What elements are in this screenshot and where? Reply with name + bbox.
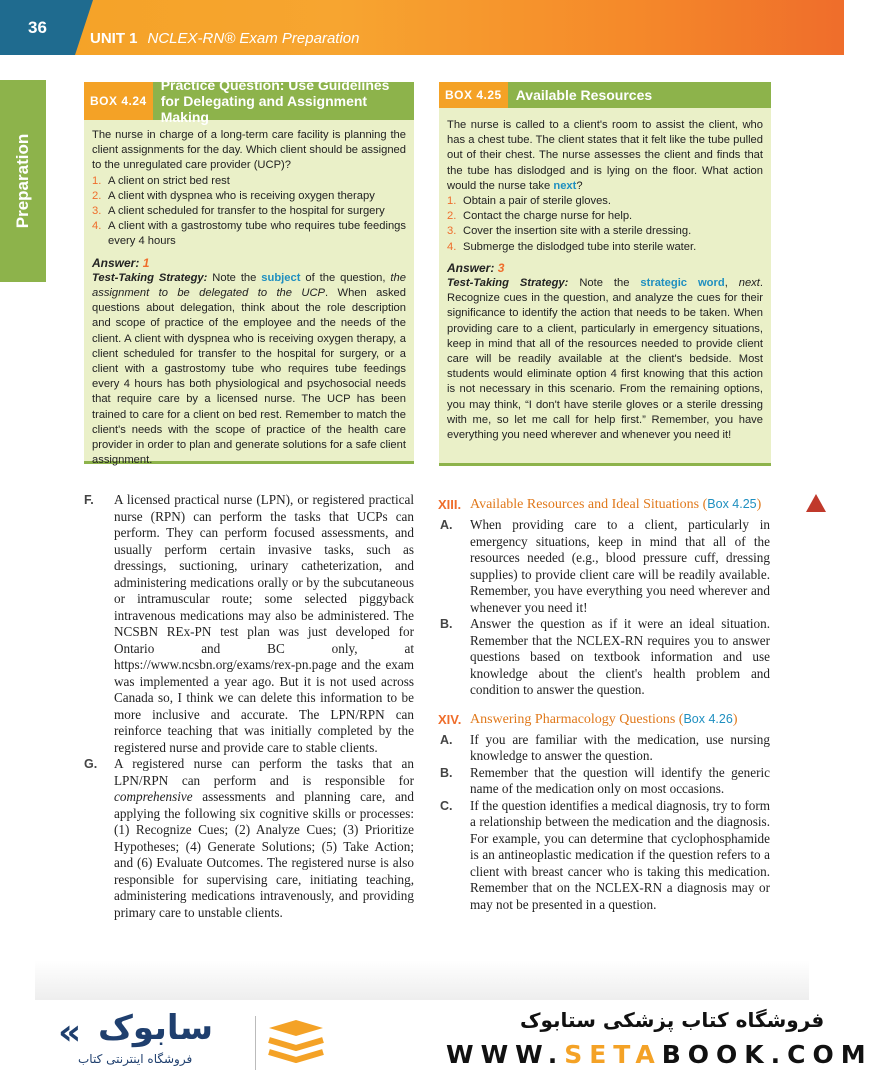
box-4-24-title: Practice Question: Use Guidelines for Delegating and Assignment Making [160, 77, 390, 125]
item-text: Remember that the question will identify the generic name of the medication only on most occasions. [470, 764, 770, 796]
option-number: 1. [447, 195, 457, 208]
option-item [447, 209, 763, 224]
option-text: Contact the charge nurse for help. [463, 210, 633, 223]
url-part: WWW. [446, 1040, 565, 1069]
option-number: 3. [447, 225, 457, 238]
strategy-label: Test-Taking Strategy: [92, 271, 208, 284]
list-item-f [82, 492, 414, 756]
option-text: Cover the insertion site with a sterile dressing. [463, 225, 692, 238]
item-letter: G. [84, 757, 98, 771]
option-text: Submerge the dislodged tube into sterile water. [463, 240, 697, 253]
url-part: BOOK.COM [661, 1040, 873, 1069]
box-4-25-body [439, 108, 771, 443]
item-text-part: A registered nurse can perform the tasks that an LPN/RPN can perform and is responsible for [114, 756, 414, 788]
option-number: 1. [92, 174, 102, 187]
option-text: A client with dyspnea who is receiving oxygen therapy [108, 189, 375, 202]
box-4-24 [84, 77, 414, 467]
setabook-logo [58, 1008, 258, 1068]
section-heading-xiv [438, 711, 770, 728]
item-text: Answer the question as if it were an ideal situation. Remember that the NCLEX-RN requires you to answer questions based on textbook information and use knowledge about the client's health problem and condition to answer the question. [470, 616, 770, 697]
box-4-25-number: BOX 4.25 [439, 82, 508, 108]
logo-brand-text: سابوک [98, 1008, 214, 1048]
right-column [438, 494, 770, 913]
list-item-b [438, 765, 770, 798]
box-4-25 [439, 82, 771, 466]
list-item-a [438, 517, 770, 616]
stem-text: ? [576, 179, 583, 192]
option-number: 3. [92, 205, 102, 218]
list-item-b [438, 616, 770, 699]
logo-tagline: فروشگاه اینترنتی کتاب [78, 1052, 193, 1066]
item-letter: B. [440, 765, 453, 780]
answer-value: 1 [142, 255, 150, 270]
page-bottom-fade [35, 960, 809, 1000]
test-taking-strategy [447, 276, 763, 443]
section-numeral: XIV. [438, 711, 462, 727]
box-4-24-body [84, 120, 414, 468]
triangle-marker-icon [806, 494, 826, 512]
answer-line [447, 261, 763, 276]
section-title: Answering Pharmacology Questions ( [470, 711, 684, 727]
unit-label: UNIT 1 [90, 30, 138, 47]
section-title-close: ) [756, 497, 762, 512]
option-item [92, 174, 406, 189]
option-number: 4. [447, 240, 457, 253]
box-4-24-number: BOX 4.24 [84, 82, 153, 120]
option-item [447, 240, 763, 255]
footer-divider [255, 1016, 256, 1070]
strategy-text: of the question, [300, 271, 391, 284]
list-item-g [82, 756, 414, 921]
item-text-part: assessments and planning care, and applying the following six cognitive skills or processes: (1) Recognize Cues; (2) Analyze Cues; (3) Prioritize Hypotheses; (4) Generate Solutions; (5) Take Action; and (6) Evaluate Outcomes. The registered nurse is also responsible for supervising care, initiating teaching, administering medications intravenously, and providing primary care to unstable clients. [114, 789, 414, 920]
section-heading-xiii [438, 496, 770, 513]
page-header [0, 0, 844, 55]
question-stem [447, 118, 763, 194]
item-letter: B. [440, 617, 453, 631]
option-item [92, 219, 406, 249]
strategy-text: . When asked questions about delegation, think about the role description and scope of practice of the employee and the needs of the client. A client with dyspnea who is receiving oxygen therapy, a client scheduled for transfer to the hospital for surgery, or a client with a gastrostomy tube who requires tube feedings every 4 hours has both physiological and psychosocial needs that require care by a licensed nurse. The UCP has been trained to care for a client on bed rest. Remember to match the client's needs with the scope of practice of the health care provider in order to plan and generate solutions for a safe client assignment. [92, 287, 406, 467]
section-side-tab [0, 80, 46, 282]
box-4-24-header [84, 77, 414, 125]
strategy-italic: next [738, 277, 760, 290]
running-head [90, 30, 359, 47]
item-letter: A. [440, 732, 453, 747]
strategy-label: Test-Taking Strategy: [447, 277, 569, 290]
question-stem: The nurse in charge of a long-term care facility is planning the client assignments for the day. Which client should be assigned to the unregulated care provider (UCP)? [92, 129, 406, 172]
item-text: If you are familiar with the medication, use nursing knowledge to answer the question. [470, 731, 770, 763]
keyword-next: next [553, 179, 577, 192]
section-numeral: XIII. [438, 497, 462, 512]
option-text: Obtain a pair of sterile gloves. [463, 195, 611, 208]
option-number: 4. [92, 220, 102, 233]
box-reference-link[interactable]: Box 4.25 [707, 497, 757, 511]
stem-text: The nurse is called to a client's room to assist the client, who has a chest tube. The client states that it felt like the tube pulled out of their chest. The nurse assesses the client and finds that the tube has dislodged and is lying on the floor. What action would the nurse take [447, 119, 763, 192]
store-name: فروشگاه کتاب پزشکی ستابوک [520, 1008, 825, 1032]
list-item-c [438, 798, 770, 914]
url-highlight: SETA [564, 1040, 662, 1069]
item-letter: C. [440, 798, 453, 813]
unit-title: NCLEX-RN® Exam Preparation [147, 30, 360, 47]
option-text: A client scheduled for transfer to the hospital for surgery [108, 205, 385, 218]
double-chevron-icon: « [58, 1012, 82, 1053]
strategy-text: , [724, 277, 739, 290]
option-list [447, 194, 763, 255]
item-letter: A. [440, 518, 453, 532]
option-text: A client with a gastrostomy tube who requires tube feedings every 4 hours [108, 220, 406, 248]
item-letter: F. [84, 493, 94, 507]
item-text: If the question identifies a medical diagnosis, try to form a relationship between the medication and the diagnosis. For example, you can determine that cyclophosphamide is an antineoplastic medication if the question refers to a client with breast cancer who is taking this medication. Remember that on the NCLEX-RN a diagnosis may or may not be presented in a question. [470, 797, 770, 912]
strategy-text: . Recognize cues in the question, and analyze the cues for their significance to identify the action that needs to be taken. When providing care to a client, particularly in emergency situations, keep in mind that all of the resources needed to provide client care will be readily available at the client's bedside. Most students would eliminate option 4 first knowing that this action is not necessary in this scenario. From the remaining options, you may think, “I don't have sterile gloves or a sterile dressing with me, so let me call for help first.” Remember, you have everything you need wherever and whenever you need it! [447, 277, 763, 442]
section-title-close: ) [732, 711, 738, 727]
box-reference-link[interactable]: Box 4.26 [683, 711, 733, 726]
option-number: 2. [447, 210, 457, 223]
option-item [447, 224, 763, 239]
option-item [92, 204, 406, 219]
answer-label: Answer: [92, 255, 140, 270]
keyword-strategic-word: strategic word [640, 277, 725, 290]
item-text-italic: comprehensive [114, 789, 193, 804]
strategy-text: Note the [568, 277, 641, 290]
option-list [92, 174, 406, 250]
book-layers-icon [265, 1018, 327, 1070]
item-text: A licensed practical nurse (LPN), or registered practical nurse (RPN) can perform the tasks that UCPs can perform. They can perform focused assessments, and usually perform certain invasive tasks, such as dressings, suctioning, urinary catheterization, and administering medications orally or by the subcutaneous or intramuscular route; some selected piggyback intravenous medications may also be administered. The NCSBN REx-PN test plan was just developed for Ontario and BC only, at https://www.ncsbn.org/exams/rex-pn.page and the exam was implemented a year ago. But it is not used across Canada so, I think we can delete this information to be more inclusive and accurate. The LPN/RPN can reinforce teaching that was initially completed by the registered nurse and provide care to stable clients. [114, 492, 414, 755]
answer-line [92, 256, 406, 271]
keyword-subject: subject [261, 271, 301, 284]
box-4-25-title: Available Resources [515, 87, 653, 103]
item-text [114, 756, 414, 921]
option-text: A client on strict bed rest [108, 174, 230, 187]
item-text: When providing care to a client, particularly in emergency situations, keep in mind that all of the resources needed (e.g., blood pressure cuff, dressing supplies) to provide client care will be readily available. Remember, you have everything you need wherever and whenever you need it! [470, 517, 770, 615]
strategy-italic: the assignment to be delegated to the UCP [92, 271, 406, 300]
left-column [82, 492, 414, 921]
list-item-a [438, 732, 770, 765]
option-item [92, 189, 406, 204]
store-url[interactable] [446, 1040, 873, 1069]
section-title: Available Resources and Ideal Situations ( [470, 497, 708, 512]
box-4-25-header [439, 82, 771, 108]
side-tab-label: Preparation [13, 133, 32, 229]
option-number: 2. [92, 189, 102, 202]
answer-value: 3 [497, 260, 505, 275]
answer-label: Answer: [447, 260, 495, 275]
strategy-text: Note the [207, 271, 262, 284]
option-item [447, 194, 763, 209]
test-taking-strategy [92, 271, 406, 469]
page-number: 36 [0, 0, 75, 55]
